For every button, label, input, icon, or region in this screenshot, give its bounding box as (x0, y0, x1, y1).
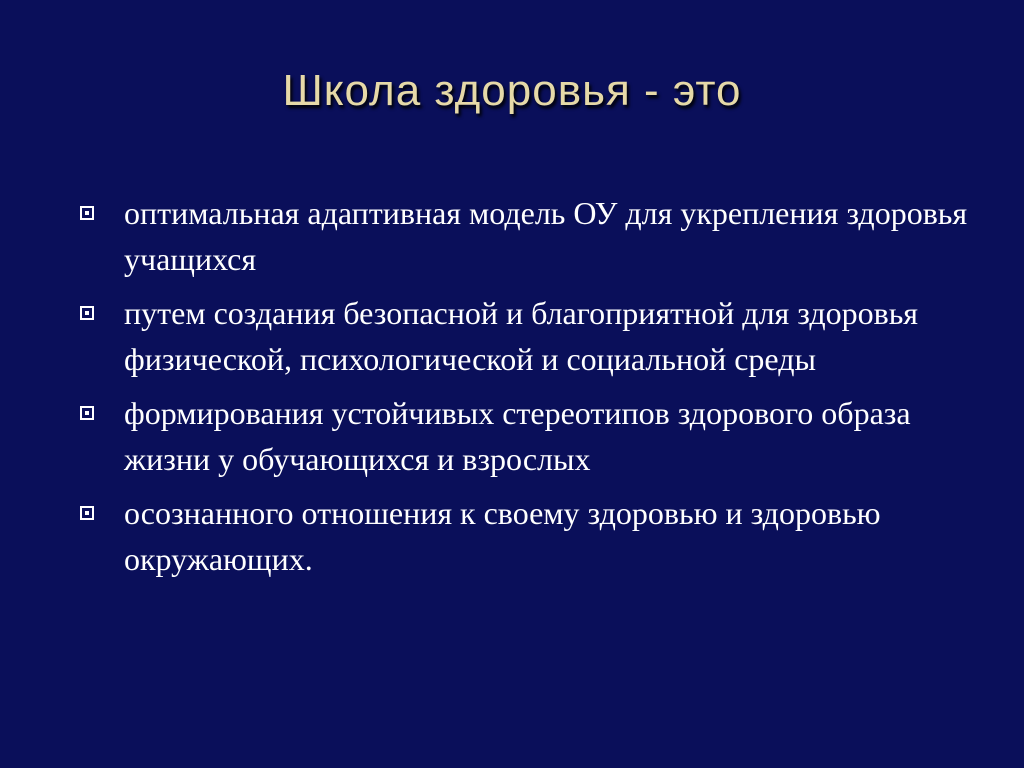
bullet-item (78, 490, 978, 582)
square-bullet-icon (80, 506, 94, 520)
bullet-text: путем создания безопасной и благоприятной для здоровья физической, психологической и социальной среды (124, 295, 919, 377)
slide-title: Школа здоровья - это (282, 66, 742, 115)
bullet-item (78, 390, 978, 482)
bullet-item (78, 190, 978, 282)
bullet-text: формирования устойчивых стереотипов здорового образа жизни у обучающихся и взрослых (124, 395, 911, 477)
square-bullet-icon (80, 206, 94, 220)
bullet-item (78, 290, 978, 382)
bullet-text: осознанного отношения к своему здоровью и здоровью окружающих. (124, 495, 881, 577)
bullet-list (78, 190, 978, 590)
square-bullet-icon (80, 306, 94, 320)
bullet-text: оптимальная адаптивная модель ОУ для укрепления здоровья учащихся (124, 195, 968, 277)
square-bullet-icon (80, 406, 94, 420)
